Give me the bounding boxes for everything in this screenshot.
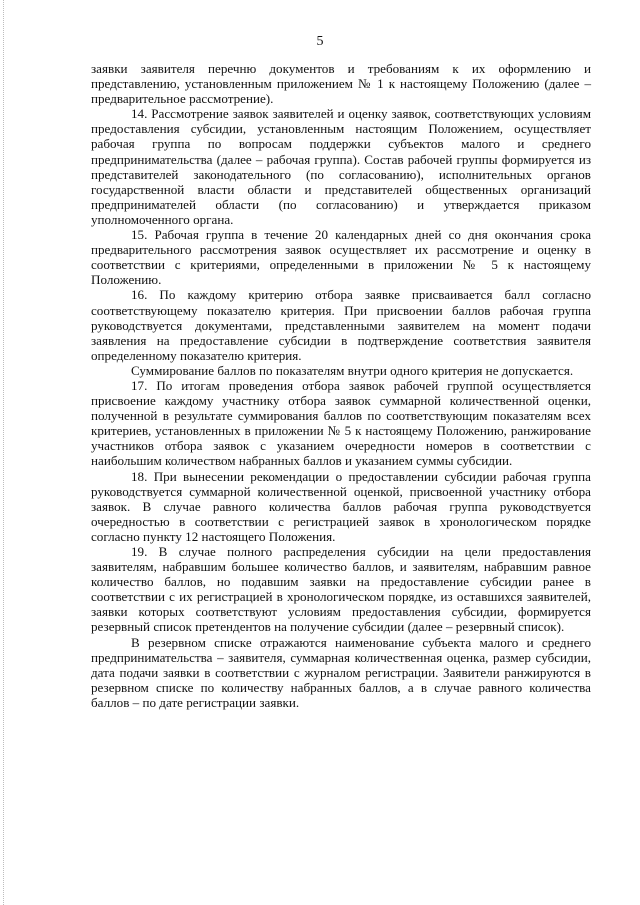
paragraph-16-note: Суммирование баллов по показателям внутри одного критерия не допускается.: [131, 362, 574, 378]
page-number: 5: [316, 34, 324, 49]
paragraph-19: 19. В случае полного распределения субсидии на цели предоставления заявителям, набравшим большее количество баллов, и заявителям, набравшим равное количество баллов, но подавшим заявки на предоставление субсидии ранее в соответствии с их регистрацией в хронологическом порядке, из оставшихся заявителей, заявки которых соответствуют условиям предоставления субсидии, формируется резервный список претендентов на получение субсидии (далее – резервный список).: [91, 544, 591, 635]
paragraph-19-reserve-list: В резервном списке отражаются наименование субъекта малого и среднего предпринимательства – заявителя, суммарная количественная оценка, размер субсидии, дата подачи заявки в соответствии с журналом регистрации. Заявители ранжируются в резервном списке по количеству набранных баллов, а в случае равного количества баллов – по дате регистрации заявки.: [91, 634, 591, 710]
paragraph-continuation: заявки заявителя перечню документов и требованиям к их оформлению и представлению, установленным приложением № 1 к настоящему Положению (далее – предварительное рассмотрение).: [91, 61, 591, 107]
document-body: [91, 61, 591, 710]
paragraph-14: 14. Рассмотрение заявок заявителей и оценку заявок, соответствующих условиям предоставления субсидии, установленным настоящим Положением, осуществляет рабочая группа по вопросам поддержки субъектов малого и среднего предпринимательства (далее – рабочая группа). Состав рабочей группы формируется из представителей законодательного (по согласованию), исполнительных органов государственной власти области и представителей общественных организаций предпринимателей области (по согласованию) и утверждается приказом уполномоченного органа.: [91, 106, 591, 227]
paragraph-15: 15. Рабочая группа в течение 20 календарных дней со дня окончания срока предварительного рассмотрения заявок осуществляет их рассмотрение и оценку в соответствии с критериями, определенными в приложении № 5 к настоящему Положению.: [91, 227, 591, 288]
paragraph-18: 18. При вынесении рекомендации о предоставлении субсидии рабочая группа руководствуется суммарной количественной оценкой, присвоенной участнику отбора заявок. В случае равного количества баллов рабочая группа руководствуется очередностью в соответствии с регистрацией заявок в хронологическом порядке согласно пункту 12 настоящего Положения.: [91, 468, 591, 544]
paragraph-16: 16. По каждому критерию отбора заявке присваивается балл согласно соответствующему показателю критерия. При присвоении баллов рабочая группа руководствуется документами, представленными заявителем на момент подачи заявления на предоставление субсидии в подтверждение соответствия заявителя определенному показателю критерия.: [91, 287, 591, 363]
scan-margin-line: [3, 0, 4, 905]
paragraph-17: 17. По итогам проведения отбора заявок рабочей группой осуществляется присвоение каждому участнику отбора заявок суммарной количественной оценки, полученной в результате суммирования баллов по соответствующим показателям всех критериев, установленных в приложении № 5 к настоящему Положению, ранжирование участников отбора заявок с указанием очередности номеров в соответствии с наибольшим количеством набранных баллов и указанием суммы субсидии.: [91, 377, 591, 469]
